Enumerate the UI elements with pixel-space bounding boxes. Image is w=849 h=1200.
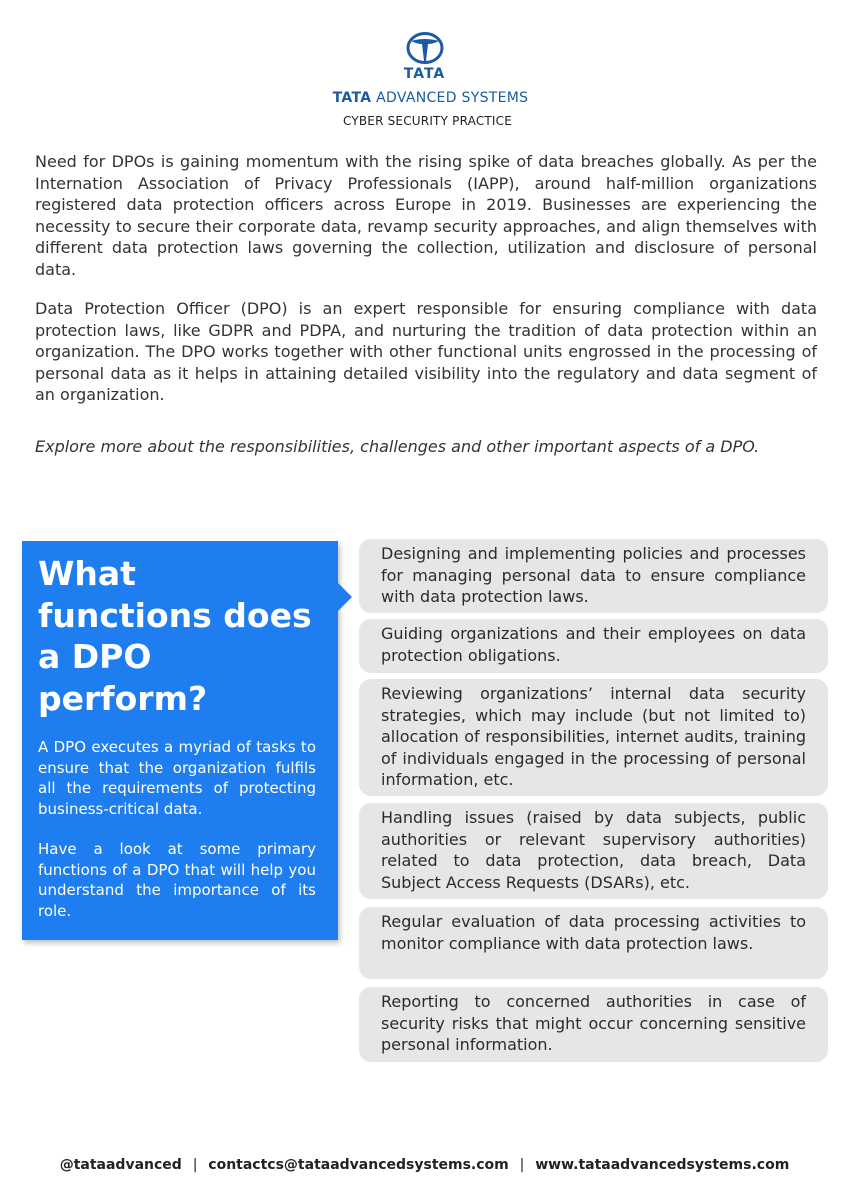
footer-separator: | — [519, 1157, 525, 1173]
social-handle: @tataadvanced — [59, 1157, 182, 1173]
function-item: Regular evaluation of data processing activities to monitor compliance with data protection laws. — [359, 907, 828, 979]
website-link: www.tataadvancedsystems.com — [535, 1157, 790, 1173]
company-name-rest: ADVANCED SYSTEMS — [371, 90, 529, 106]
function-item: Designing and implementing policies and processes for managing personal data to ensure compliance with data protection laws. — [359, 539, 828, 613]
panel-text-2: Have a look at some primary functions of a DPO that will help you understand the importance of its role. — [38, 840, 316, 920]
footer-separator: | — [192, 1157, 198, 1173]
tata-logo-icon — [405, 32, 445, 64]
page-footer — [0, 1157, 849, 1173]
page-header — [0, 32, 849, 128]
company-name-bold: TATA — [332, 90, 372, 106]
intro-paragraph-3: Explore more about the responsibilities, challenges and other important aspects of a DPO. — [35, 437, 760, 456]
function-item: Guiding organizations and their employees on data protection obligations. — [359, 619, 828, 673]
contact-email: contactcs@tataadvancedsystems.com — [208, 1157, 509, 1173]
brand-wordmark: TATA — [403, 66, 446, 82]
panel-text-1: A DPO executes a myriad of tasks to ensure that the organization fulfils all the requirements of protecting business-critical data. — [38, 738, 316, 818]
panel-pointer-arrow — [338, 583, 352, 611]
function-item: Handling issues (raised by data subjects, public authorities or relevant supervisory authorities) related to data protection, data breach, Data Subject Access Requests (DSARs), etc. — [359, 803, 828, 899]
function-item: Reviewing organizations’ internal data security strategies, which may include (but not limited to) allocation of responsibilities, internet audits, training of individuals engaged in the processing of personal information, etc. — [359, 679, 828, 796]
dpo-functions-panel — [22, 541, 338, 940]
practice-name: CYBER SECURITY PRACTICE — [342, 114, 513, 128]
function-item: Reporting to concerned authorities in case of security risks that might occur concerning sensitive personal information. — [359, 987, 828, 1062]
intro-paragraph-2: Data Protection Officer (DPO) is an expert responsible for ensuring compliance with data protection laws, like GDPR and PDPA, and nurturing the tradition of data protection within an organization. The DPO works together with other functional units engrossed in the processing of personal data as it helps in attaining detailed visibility into the regulatory and data segment of an organization. — [35, 299, 817, 404]
panel-title: What functions does a DPO perform? — [38, 554, 312, 718]
intro-paragraph-1: Need for DPOs is gaining momentum with the rising spike of data breaches globally. As per the Internation Association of Privacy Professionals (IAPP), around half-million organizations registered data protection officers across Europe in 2019. Businesses are experiencing the necessity to secure their corporate data, revamp security approaches, and align themselves with different data protection laws governing the collection, utilization and disclosure of personal data. — [35, 152, 817, 279]
company-name — [0, 90, 849, 106]
dpo-functions-list — [359, 539, 828, 1069]
